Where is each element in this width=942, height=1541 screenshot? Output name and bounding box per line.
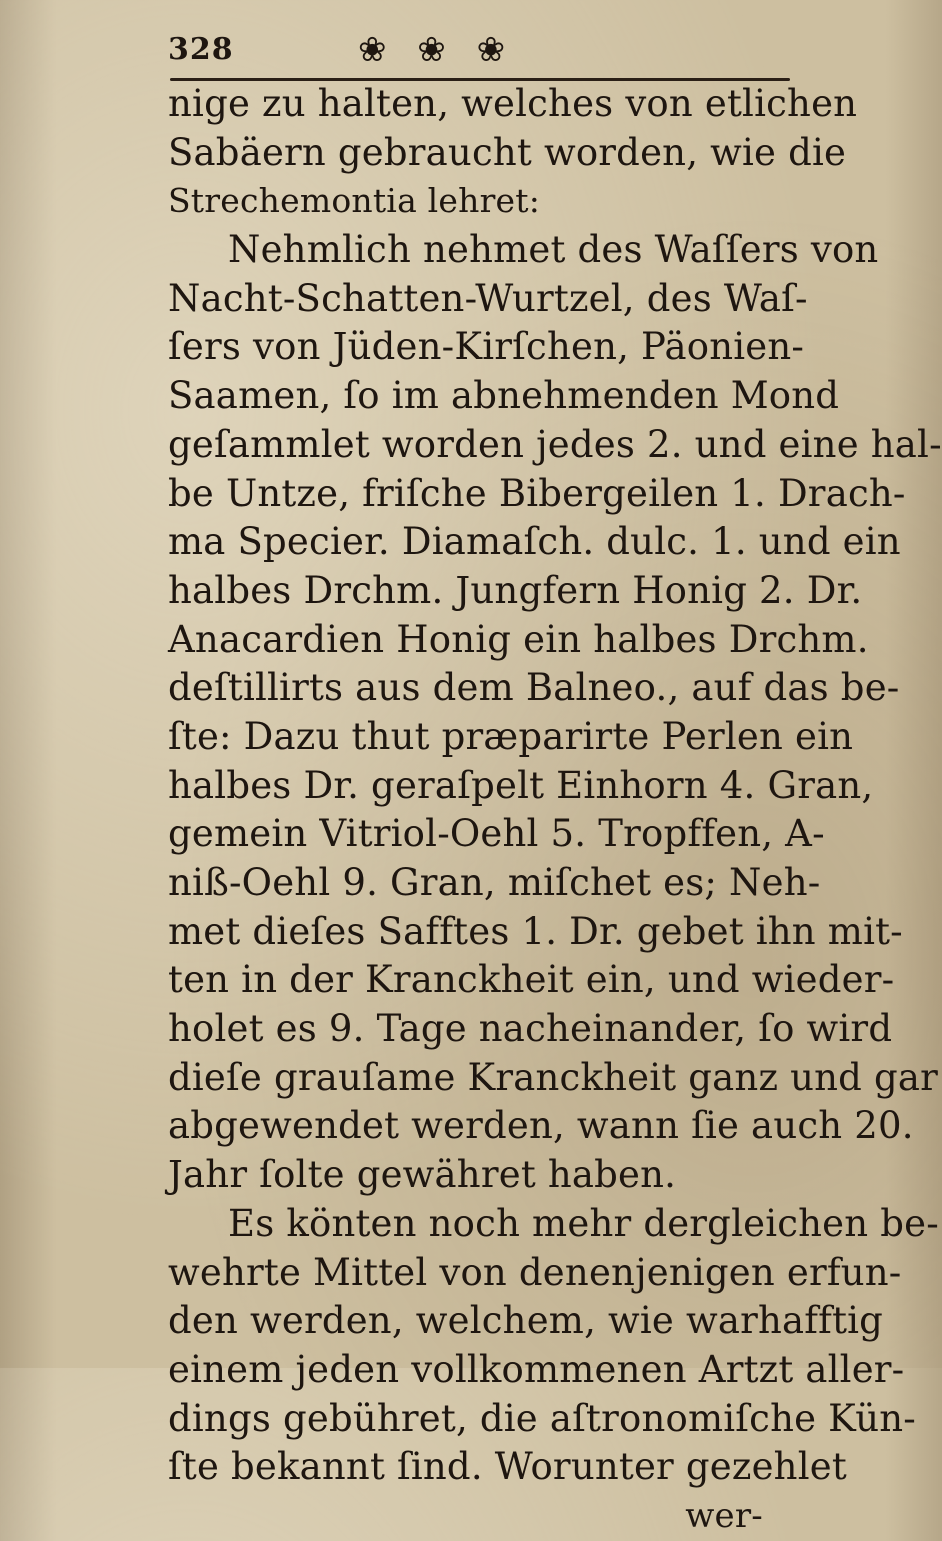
text-line: halbes Dr. geraſpelt Einhorn 4. Gran, [168,763,874,807]
text-line: niß-Oehl 9. Gran, miſchet es; Neh- [168,861,821,904]
text-line: Sabäern gebraucht worden, wie die [168,130,847,174]
paragraph-start-line: Es könten noch mehr dergleichen be- [228,1201,939,1245]
text-line: geſammlet worden jedes 2. und eine hal- [168,422,942,466]
text-line: Anacardien Honig ein halbes Drchm. [168,617,869,661]
text-line: deſtillirts aus dem Balneo., auf das be- [168,666,900,710]
text-line: halbes Drchm. Jungfern Honig 2. Dr. [168,568,863,612]
text-line: dieſe grauſame Kranckheit ganz und gar [168,1055,939,1099]
text-line: ſte: Dazu thut præparirte Perlen ein [168,714,854,758]
text-line: abgewendet werden, wann ſie auch 20. [168,1104,914,1148]
text-line: Strechemontia lehret: [168,181,541,221]
text-line: den werden, welchem, wie warhafftig [168,1299,884,1343]
text-line: einem jeden vollkommenen Artzt aller- [168,1347,905,1391]
page-header [168,28,778,74]
page-number: 328 [168,32,234,67]
text-line: ma Specier. Diamaſch. dulc. 1. und ein [168,520,901,564]
text-line: Jahr ſolte gewähret haben. [168,1153,677,1197]
text-line: ten in der Kranckheit ein, und wieder- [168,958,895,1002]
text-line: nige zu halten, welches von etlichen [168,82,858,125]
text-line: Saamen, ſo im abnehmenden Mond [168,374,840,418]
body-text [168,80,942,1541]
text-line: holet es 9. Tage nacheinander, ſo wird [168,1007,893,1051]
text-line: be Untze, friſche Bibergeilen 1. Drach- [168,471,906,515]
text-line: wehrte Mittel von denenjenigen erfun- [168,1250,902,1294]
text-line: ſte bekannt ſind. Worunter gezehlet [168,1445,847,1489]
text-line: dings gebühret, die aſtronomiſche Kün- [168,1396,916,1440]
ornament-glyphs: ❀ ❀ ❀ [358,30,516,70]
text-line: gemein Vitriol-Oehl 5. Tropffen, A- [168,812,825,856]
text-line: ſers von Jüden-Kirſchen, Päonien- [168,325,805,369]
text-line: met dieſes Safftes 1. Dr. gebet ihn mit- [168,909,903,953]
text-line: Nacht-Schatten-Wurtzel, des Waſ- [168,276,808,320]
catchword: wer- [685,1495,763,1536]
paragraph-start-line: Nehmlich nehmet des Waſſers von [228,228,879,272]
